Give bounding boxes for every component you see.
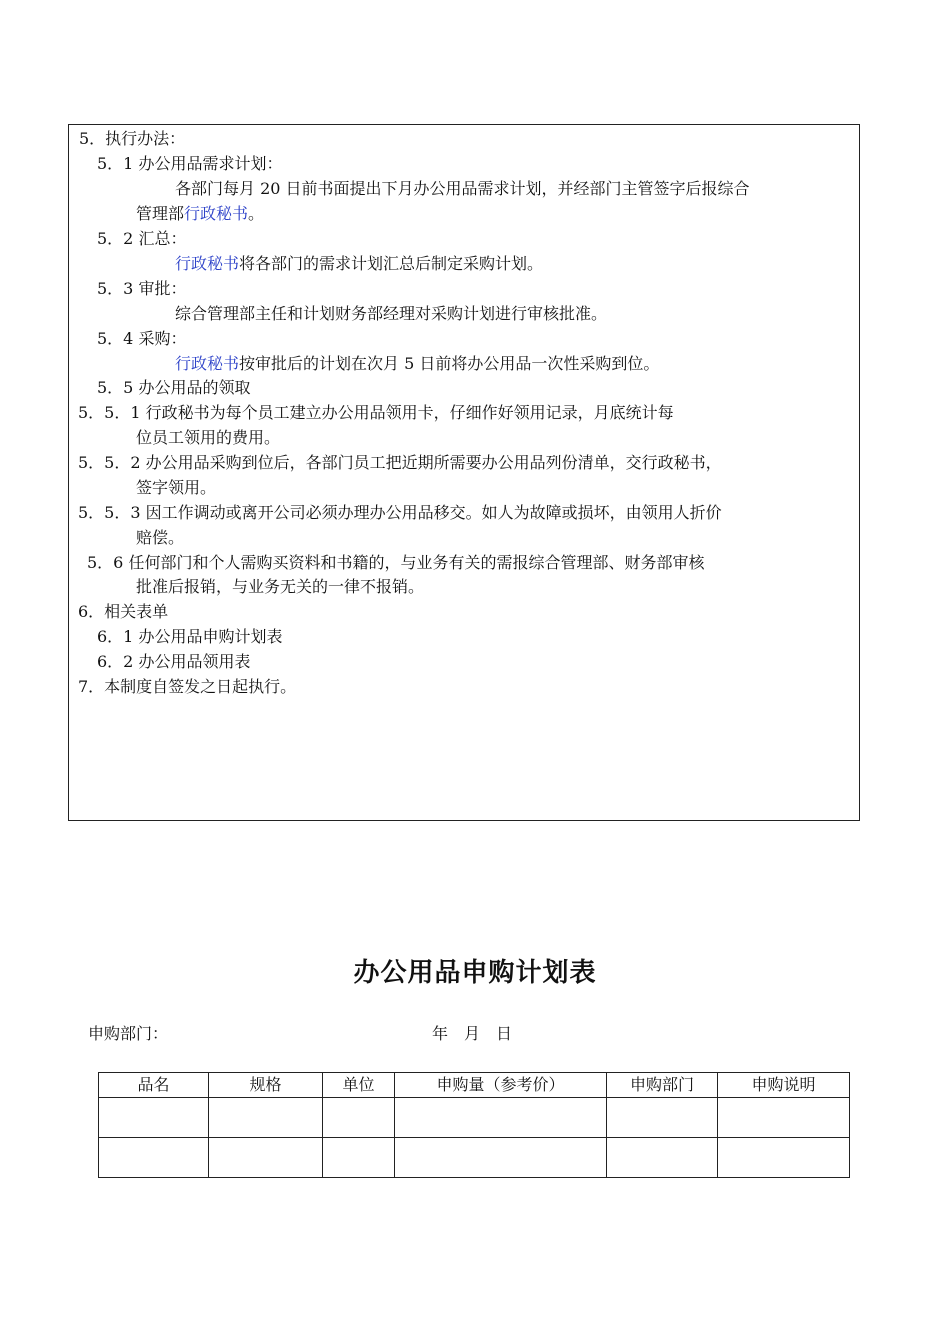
- section-5-1-line2: [136, 204, 264, 224]
- table-cell[interactable]: [209, 1138, 323, 1178]
- section-5-4-title: 5．4 采购：: [97, 329, 187, 348]
- section-5-4-rest: 按审批后的计划在次月 5 日前将办公用品一次性采购到位。: [239, 354, 660, 373]
- column-header-remarks: 申购说明: [718, 1073, 850, 1098]
- secretary-link[interactable]: 行政秘书: [175, 354, 240, 373]
- section-5-5-2-line2: 签字领用。: [136, 478, 217, 497]
- table-cell[interactable]: [209, 1098, 323, 1138]
- section-5-5-3-line1: 5．5．3 因工作调动或离开公司必须办理办公用品移交。如人为故障或损坏，由领用人折价: [78, 503, 722, 522]
- date-label: 年 月 日: [432, 1024, 513, 1043]
- table-row: [99, 1098, 850, 1138]
- table-cell[interactable]: [395, 1098, 607, 1138]
- table-cell[interactable]: [607, 1138, 718, 1178]
- column-header-unit: 单位: [323, 1073, 395, 1098]
- section-6-item-2: 6．2 办公用品领用表: [97, 652, 251, 671]
- section-5-2-rest: 将各部门的需求计划汇总后制定采购计划。: [239, 254, 544, 273]
- section-5-1-title: 5．1 办公用品需求计划：: [97, 154, 283, 173]
- section-5-3-text: 综合管理部主任和计划财务部经理对采购计划进行审核批准。: [175, 304, 608, 323]
- column-header-item-name: 品名: [99, 1073, 209, 1098]
- secretary-link[interactable]: 行政秘书: [175, 254, 240, 273]
- section-5-3-title: 5．3 审批：: [97, 279, 187, 298]
- section-5-1-line2-post: 。: [248, 204, 265, 223]
- section-5-2-text: [175, 254, 543, 274]
- section-5-6-line1: 5．6 任何部门和个人需购买资料和书籍的，与业务有关的需报综合管理部、财务部审核: [87, 553, 705, 572]
- column-header-quantity: 申购量（参考价）: [395, 1073, 607, 1098]
- section-5-heading: 5．执行办法：: [79, 129, 186, 148]
- table-cell[interactable]: [718, 1138, 850, 1178]
- table-cell[interactable]: [718, 1098, 850, 1138]
- section-5-1-line2-pre: 管理部: [136, 204, 185, 223]
- section-5-5-title: 5．5 办公用品的领取: [97, 378, 251, 397]
- column-header-spec: 规格: [209, 1073, 323, 1098]
- column-header-department: 申购部门: [607, 1073, 718, 1098]
- table-cell[interactable]: [395, 1138, 607, 1178]
- table-row: [99, 1138, 850, 1178]
- policy-text-box: [68, 124, 860, 821]
- section-5-2-title: 5．2 汇总：: [97, 229, 187, 248]
- department-label: 申购部门：: [88, 1024, 169, 1043]
- section-6-heading: 6．相关表单: [78, 602, 169, 621]
- section-5-5-2-line1: 5．5．2 办公用品采购到位后，各部门员工把近期所需要办公用品列份清单，交行政秘书，: [78, 453, 722, 472]
- secretary-link[interactable]: 行政秘书: [184, 204, 249, 223]
- purchase-plan-table: [98, 1072, 850, 1178]
- section-5-5-1-line1: 5．5．1 行政秘书为每个员工建立办公用品领用卡，仔细作好领用记录，月底统计每: [78, 403, 674, 422]
- table-cell[interactable]: [323, 1138, 395, 1178]
- form-title: 办公用品申购计划表: [353, 958, 597, 988]
- table-cell[interactable]: [323, 1098, 395, 1138]
- table-header-row: [99, 1073, 850, 1098]
- section-5-6-line2: 批准后报销，与业务无关的一律不报销。: [136, 577, 425, 596]
- section-5-4-text: [175, 354, 659, 374]
- section-5-1-line1: 各部门每月 20 日前书面提出下月办公用品需求计划，并经部门主管签字后报综合: [175, 179, 750, 198]
- table-cell[interactable]: [607, 1098, 718, 1138]
- section-6-item-1: 6．1 办公用品申购计划表: [97, 627, 283, 646]
- section-5-5-3-line2: 赔偿。: [136, 528, 185, 547]
- table-cell[interactable]: [99, 1138, 209, 1178]
- table-cell[interactable]: [99, 1098, 209, 1138]
- section-7-text: 7．本制度自签发之日起执行。: [78, 677, 297, 696]
- section-5-5-1-line2: 位员工领用的费用。: [136, 428, 281, 447]
